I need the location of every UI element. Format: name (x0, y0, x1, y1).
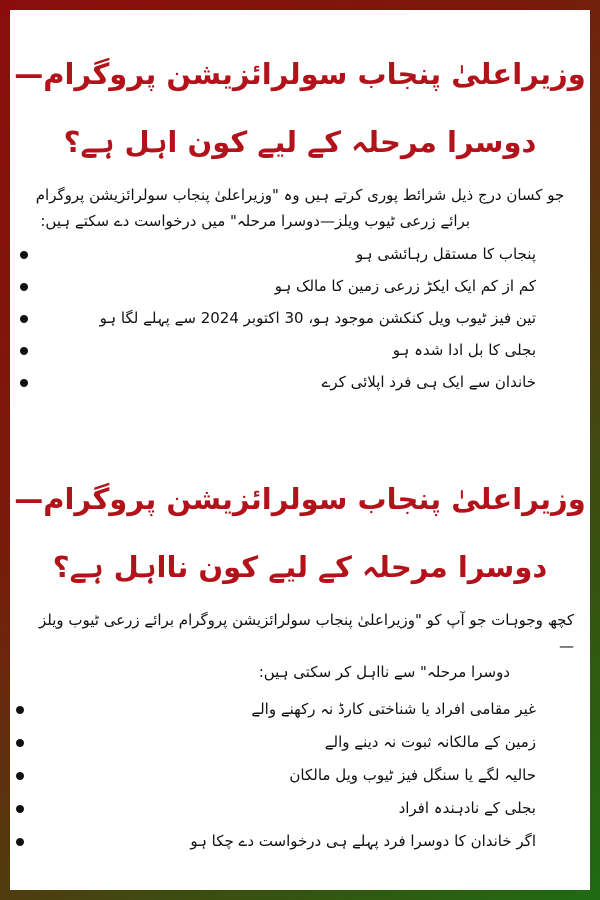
ineligibility-intro-line1: کچھ وجوہات جو آپ کو "وزیراعلیٰ پنجاب سولرائزیشن پروگرام برائے زرعی ٹیوب ویلز— (38, 611, 574, 655)
bullet-icon (20, 251, 28, 259)
bullet-icon (20, 347, 28, 355)
ineligibility-title-line1: وزیراعلیٰ پنجاب سولرائزیشن پروگرام— (14, 482, 586, 516)
ineligibility-section (10, 465, 590, 858)
eligibility-title-line2: دوسرا مرحلہ کے لیے کون اہل ہے؟ (63, 125, 537, 159)
eligibility-intro-line2: برائے زرعی ٹیوب ویلز—دوسرا مرحلہ" میں درخواست دے سکتے ہیں: (40, 212, 470, 230)
eligibility-title-line1: وزیراعلیٰ پنجاب سولرائزیشن پروگرام— (14, 57, 586, 91)
list-item: تین فیز ٹیوب ویل کنکشن موجود ہو، 30 اکتوبر 2024 سے پہلے لگا ہو (10, 302, 540, 334)
eligibility-list (10, 238, 590, 398)
list-item: زمین کے مالکانہ ثبوت نہ دینے والے (10, 726, 540, 759)
list-item: پنجاب کا مستقل رہائشی ہو (10, 238, 540, 270)
list-item: بجلی کے نادہندہ افراد (10, 792, 540, 825)
eligibility-intro-line1: جو کسان درج ذیل شرائط پوری کرتے ہیں وہ "وزیراعلیٰ پنجاب سولرائزیشن پروگرام (35, 186, 565, 204)
bullet-icon (16, 706, 24, 714)
list-item: حالیہ لگے یا سنگل فیز ٹیوب ویل مالکان (10, 759, 540, 792)
ineligibility-intro-line2: دوسرا مرحلہ" سے نااہل کر سکتی ہیں: (258, 663, 510, 681)
list-item: غیر مقامی افراد یا شناختی کارڈ نہ رکھنے والے (10, 693, 540, 726)
content-card (10, 10, 590, 890)
bullet-icon (20, 283, 28, 291)
eligibility-section (10, 40, 590, 398)
ineligibility-title-line2: دوسرا مرحلہ کے لیے کون نااہل ہے؟ (52, 550, 548, 584)
bullet-icon (16, 838, 24, 846)
bullet-icon (20, 379, 28, 387)
list-item: کم از کم ایک ایکڑ زرعی زمین کا مالک ہو (10, 270, 540, 302)
bullet-icon (20, 315, 28, 323)
ineligibility-list (10, 693, 590, 858)
bullet-icon (16, 772, 24, 780)
bullet-icon (16, 805, 24, 813)
list-item: خاندان سے ایک ہی فرد اپلائی کرے (10, 366, 540, 398)
bullet-icon (16, 739, 24, 747)
list-item: اگر خاندان کا دوسرا فرد پہلے ہی درخواست دے چکا ہو (10, 825, 540, 858)
list-item: بجلی کا بل ادا شدہ ہو (10, 334, 540, 366)
